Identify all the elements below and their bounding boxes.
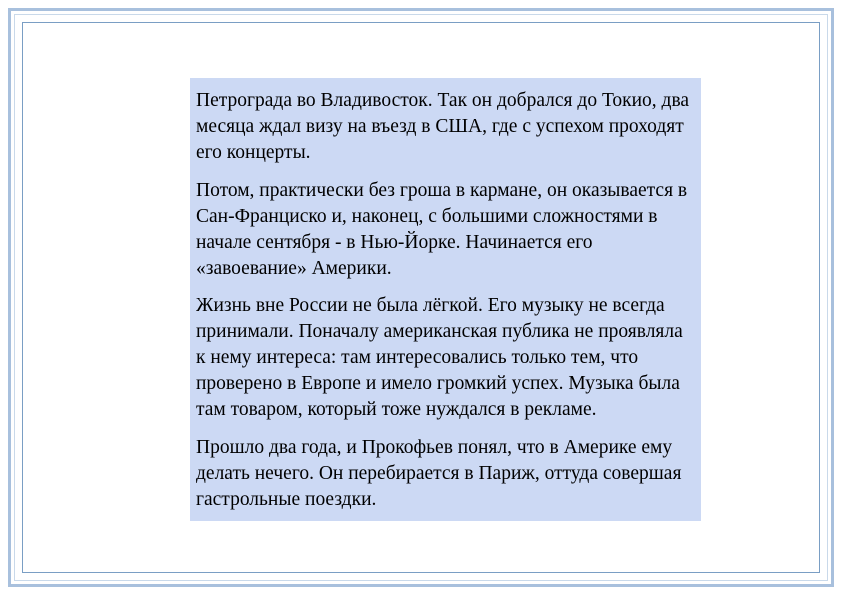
- paragraph: Жизнь вне России не была лёгкой. Его музыку не всегда принимали. Поначалу американская публика не проявляла к нему интереса: там интересовались только тем, что проверено в Европе и имело громкий успех. Музыка была там товаром, который тоже нуждался в рекламе.: [196, 295, 683, 421]
- paragraph: Потом, практически без гроша в кармане, он оказывается в Сан-Франциско и, наконец, с большими сложностями в начале сентября - в Нью-Йорке. Начинается его «завоевание» Америки.: [196, 179, 688, 279]
- text-content-block: [190, 78, 701, 521]
- paragraph: Прошло два года, и Прокофьев понял, что в Америке ему делать нечего. Он перебирается в Париж, оттуда совершая гастрольные поездки.: [196, 437, 682, 510]
- paragraph: Петрограда во Владивосток. Так он добрался до Токио, два месяца ждал визу на въезд в США, где с успехом проходят его концерты.: [196, 90, 690, 163]
